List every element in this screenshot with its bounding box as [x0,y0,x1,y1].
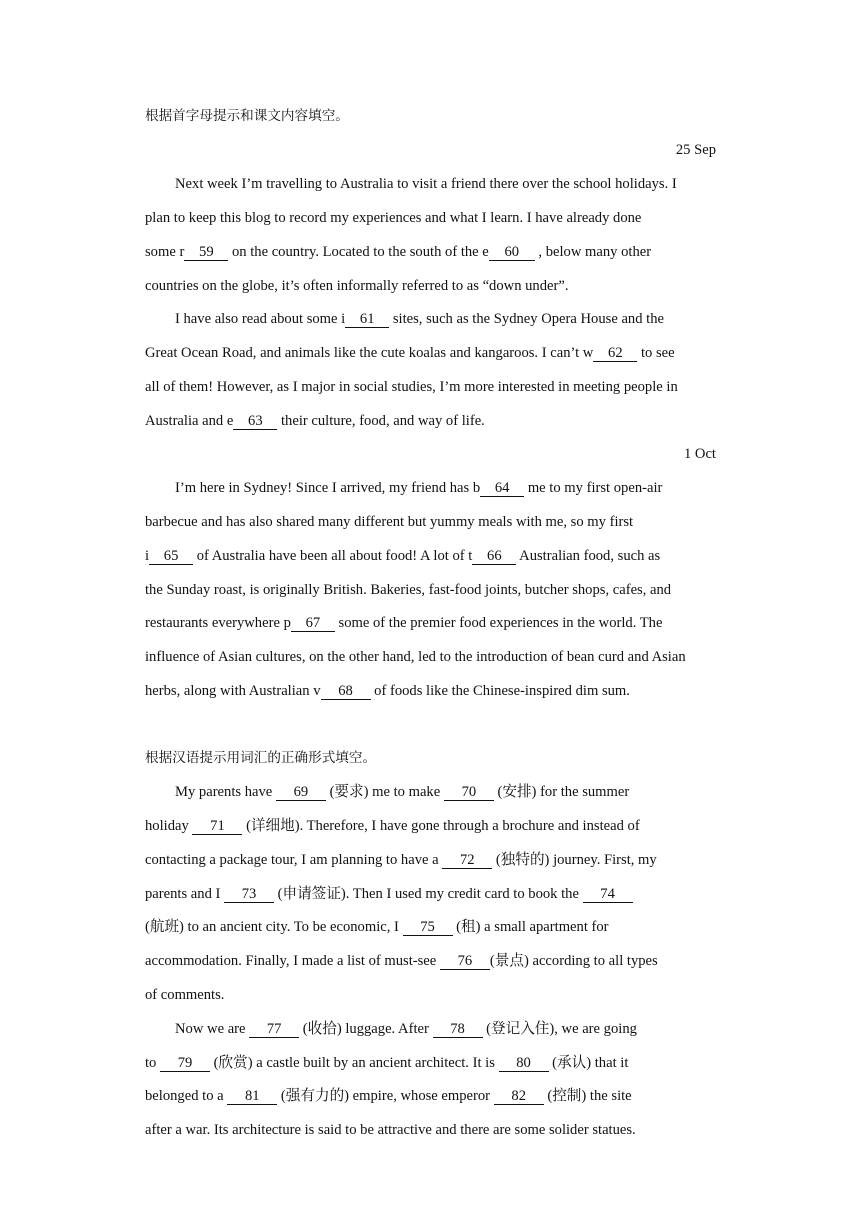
text-line-17: holiday 71 (详细地). Therefore, I have gone through a brochure and instead of [145,818,640,834]
text-line-22: of comments. [145,987,225,1003]
blank-76[interactable]: 76 [440,953,490,970]
blank-66[interactable]: 66 [472,548,516,565]
text-line-3: some r 59 on the country. Located to the south of the e 60 , below many other [145,244,652,260]
blank-80[interactable]: 80 [499,1055,549,1072]
text-line-20: (航班) to an ancient city. To be economic, I 75 (租) a small apartment for [145,919,609,935]
text-line-1: Next week I’m travelling to Australia to visit a friend there over the school holidays. I [175,176,677,192]
text-line-23: Now we are 77 (收拾) luggage. After 78 (登记入住), we are going [175,1021,637,1037]
text-line-13: restaurants everywhere p 67 some of the premier food experiences in the world. The [145,615,663,631]
blank-63[interactable]: 63 [233,413,277,430]
text-line-7: all of them! However, as I major in social studies, I’m more interested in meeting people in [145,379,678,395]
blank-81[interactable]: 81 [227,1088,277,1105]
blank-69[interactable]: 69 [276,784,326,801]
section1-heading: 根据首字母提示和课文内容填空。 [145,108,349,124]
text-line-6: Great Ocean Road, and animals like the cute koalas and kangaroos. I can’t w 62 to see [145,345,675,361]
blank-74[interactable]: 74 [583,886,633,903]
text-line-26: after a war. Its architecture is said to be attractive and there are some solider statues. [145,1122,636,1138]
text-line-15: herbs, along with Australian v 68 of foods like the Chinese-inspired dim sum. [145,683,630,699]
text-line-12: the Sunday roast, is originally British. Bakeries, fast-food joints, butcher shops, cafes, and [145,582,672,598]
blank-65[interactable]: 65 [149,548,193,565]
blank-75[interactable]: 75 [403,919,453,936]
blank-68[interactable]: 68 [321,683,371,700]
blank-70[interactable]: 70 [444,784,494,801]
blank-67[interactable]: 67 [291,615,335,632]
text-line-19: parents and I 73 (申请签证). Then I used my credit card to book the 74 [145,884,633,904]
text-line-10: barbecue and has also shared many different but yummy meals with me, so my first [145,514,634,530]
blank-59[interactable]: 59 [184,244,228,261]
blank-60[interactable]: 60 [489,244,535,261]
text-line-11: i 65 of Australia have been all about food! A lot of t 66 Australian food, such as [145,548,661,564]
blank-78[interactable]: 78 [433,1021,483,1038]
text-line-5: I have also read about some i 61 sites, such as the Sydney Opera House and the [175,311,664,327]
blank-64[interactable]: 64 [480,480,524,497]
text-line-24: to 79 (欣赏) a castle built by an ancient architect. It is 80 (承认) that it [145,1055,629,1071]
text-line-9: I’m here in Sydney! Since I arrived, my friend has b 64 me to my first open-air [175,480,663,496]
blank-62[interactable]: 62 [593,345,637,362]
text-line-18: contacting a package tour, I am planning to have a 72 (独特的) journey. First, my [145,852,657,868]
text-line-2: plan to keep this blog to record my experiences and what I learn. I have already done [145,210,642,226]
section2-heading: 根据汉语提示用词汇的正确形式填空。 [145,750,377,766]
blank-73[interactable]: 73 [224,886,274,903]
text-line-25: belonged to a 81 (强有力的) empire, whose emperor 82 (控制) the site [145,1088,632,1104]
blank-77[interactable]: 77 [249,1021,299,1038]
text-line-16: My parents have 69 (要求) me to make 70 (安排) for the summer [175,784,630,800]
blank-82[interactable]: 82 [494,1088,544,1105]
blank-71[interactable]: 71 [192,818,242,835]
blank-61[interactable]: 61 [345,311,389,328]
text-line-14: influence of Asian cultures, on the other hand, led to the introduction of bean curd and Asian [145,649,686,665]
blank-79[interactable]: 79 [160,1055,210,1072]
blog-date-25-sep: 25 Sep [675,142,716,158]
blank-72[interactable]: 72 [442,852,492,869]
text-line-4: countries on the globe, it’s often informally referred to as “down under”. [145,278,569,294]
blog-date-1-oct: 1 Oct [683,446,716,462]
text-line-8: Australia and e 63 their culture, food, and way of life. [145,413,485,429]
text-line-21: accommodation. Finally, I made a list of must-see 76 (景点) according to all types [145,953,658,969]
